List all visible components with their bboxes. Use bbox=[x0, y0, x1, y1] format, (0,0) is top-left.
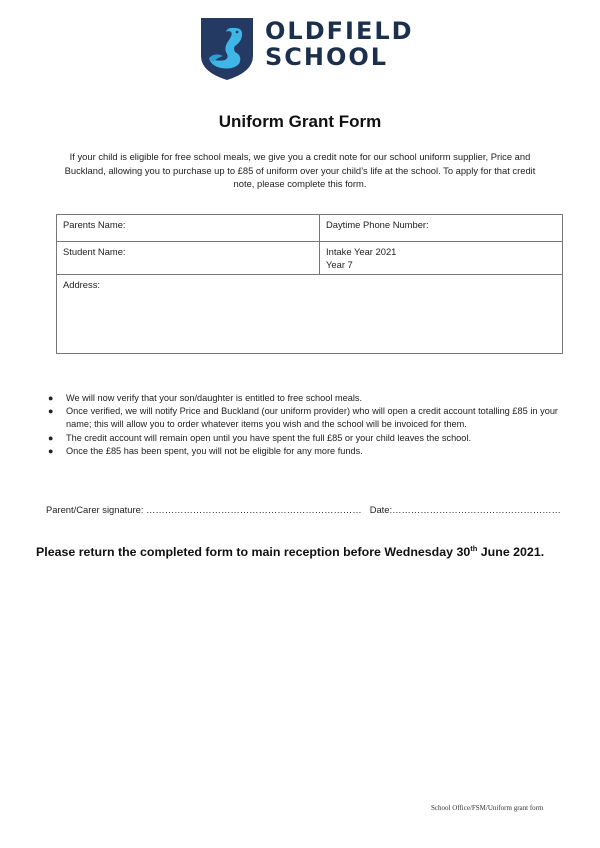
bullet-text: We will now verify that your son/daughter is entitled to free school meals. bbox=[66, 393, 363, 403]
return-text-end: June 2021. bbox=[477, 545, 545, 560]
school-logo bbox=[199, 16, 414, 82]
return-date-suffix: th bbox=[470, 544, 478, 553]
bullet-icon: ● bbox=[48, 432, 54, 443]
bullet-icon: ● bbox=[48, 445, 54, 456]
address-label: Address: bbox=[63, 279, 100, 290]
signature-field[interactable]: Parent/Carer signature: …………………………………………………………… bbox=[46, 504, 362, 515]
intro-paragraph: If your child is eligible for free school meals, we give you a credit note for our school uniform supplier, Price and Buckland, allowing you to purchase up to £85 of uniform over your child’s life at the school. To apply for that credit note, please complete this form. bbox=[64, 151, 536, 189]
table-row bbox=[57, 275, 563, 354]
address-field[interactable] bbox=[57, 275, 563, 354]
process-bullet-list bbox=[46, 392, 558, 458]
form-title: Uniform Grant Form bbox=[218, 112, 382, 131]
parents-name-label: Parents Name: bbox=[63, 219, 126, 230]
return-text-start: Please return the completed form to main reception before Wednesday 30 bbox=[36, 545, 471, 560]
bullet-icon: ● bbox=[48, 406, 54, 417]
school-name-line1: OLDFIELD bbox=[265, 17, 414, 45]
student-name-field[interactable] bbox=[57, 242, 320, 275]
daytime-phone-field[interactable] bbox=[320, 215, 563, 242]
document-reference: School Office/FSM/Uniform grant form bbox=[431, 804, 544, 812]
bullet-text: The credit account will remain open until you have spent the full £85 or your child leaves the school. bbox=[66, 432, 471, 443]
daytime-phone-label: Daytime Phone Number: bbox=[326, 219, 429, 230]
list-item bbox=[46, 405, 558, 431]
year-group-value: Year 7 bbox=[326, 259, 353, 270]
bullet-text: Once the £85 has been spent, you will not be eligible for any more funds. bbox=[66, 445, 363, 456]
list-item bbox=[46, 445, 558, 458]
table-row bbox=[57, 215, 563, 242]
table-row bbox=[57, 242, 563, 275]
intake-year-label: Intake Year 2021 bbox=[326, 246, 397, 257]
school-name-line2: SCHOOL bbox=[265, 43, 389, 71]
return-instructions bbox=[36, 544, 544, 559]
list-item bbox=[46, 432, 558, 445]
bullet-text: Once verified, we will notify Price and Buckland (our uniform provider) who will open a credit account totalling £85 in your name; this will allow you to order whatever items you wish and the school will be invoiced for them. bbox=[66, 406, 558, 430]
date-field[interactable]: Date:……………………………………………… bbox=[369, 504, 561, 515]
application-details-table bbox=[56, 214, 563, 354]
intake-year-cell bbox=[320, 242, 563, 275]
school-name bbox=[265, 18, 414, 70]
parents-name-field[interactable] bbox=[57, 215, 320, 242]
swan-shield-icon bbox=[199, 16, 255, 82]
signature-line bbox=[46, 504, 561, 515]
list-item bbox=[46, 392, 558, 405]
student-name-label: Student Name: bbox=[63, 246, 126, 257]
bullet-icon: ● bbox=[48, 393, 54, 403]
